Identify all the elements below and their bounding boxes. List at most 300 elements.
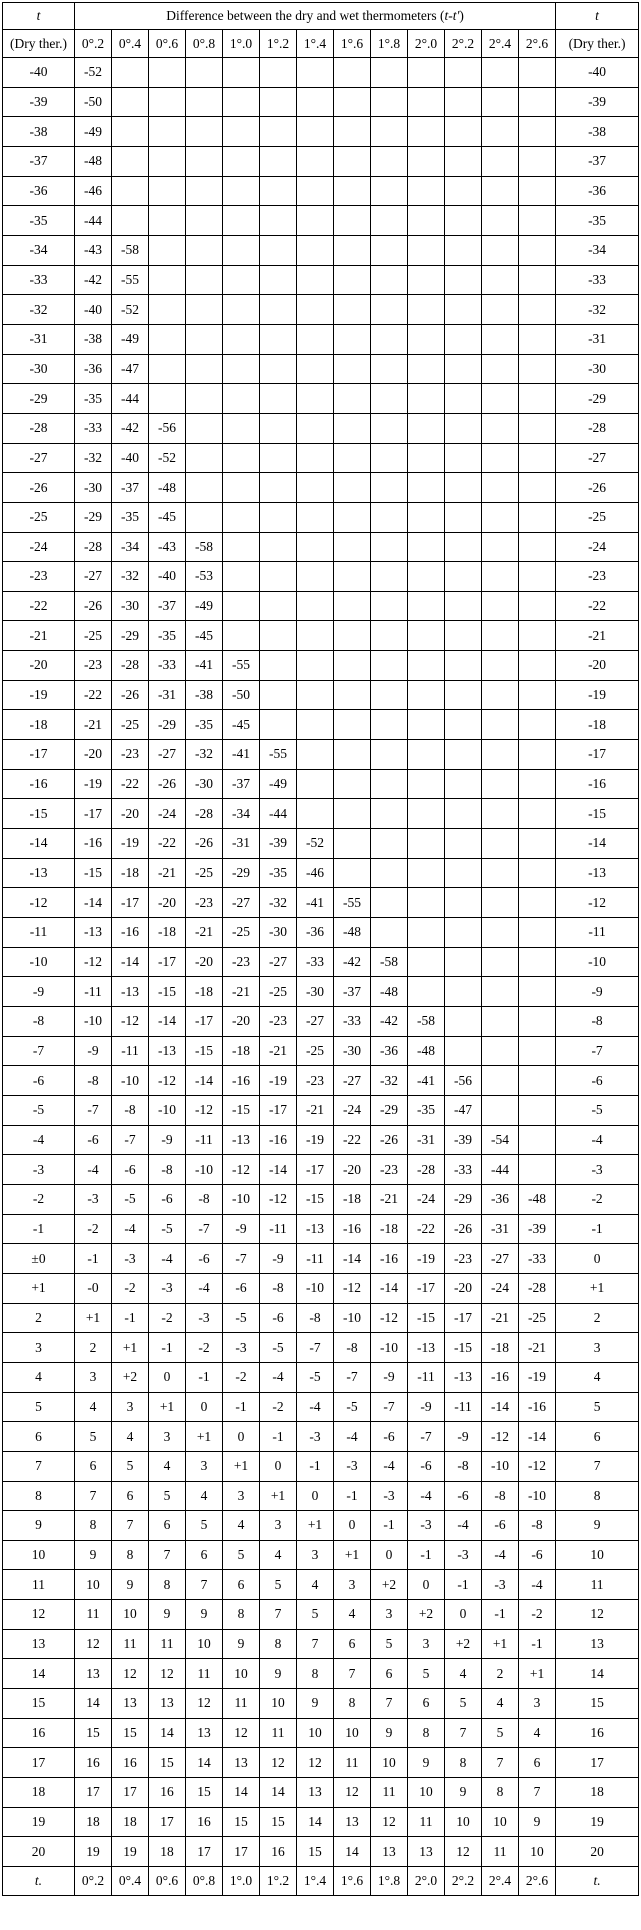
- table-cell: [519, 413, 556, 443]
- dry-temp-left: -24: [3, 532, 75, 562]
- column-header: 0°.8: [186, 30, 223, 58]
- table-cell: [297, 176, 334, 206]
- table-cell: -1: [445, 1570, 482, 1600]
- table-cell: -19: [408, 1244, 445, 1274]
- table-cell: -42: [371, 1007, 408, 1037]
- table-cell: -20: [75, 740, 112, 770]
- table-cell: 9: [75, 1540, 112, 1570]
- table-cell: [482, 384, 519, 414]
- table-cell: [112, 206, 149, 236]
- table-cell: -43: [75, 235, 112, 265]
- table-cell: +1: [334, 1540, 371, 1570]
- table-cell: -14: [260, 1155, 297, 1185]
- dry-temp-left: 17: [3, 1748, 75, 1778]
- table-row: [3, 562, 639, 592]
- table-cell: [482, 829, 519, 859]
- table-cell: [334, 146, 371, 176]
- table-cell: 0: [445, 1600, 482, 1630]
- table-cell: [297, 117, 334, 147]
- table-cell: -7: [297, 1333, 334, 1363]
- table-cell: [519, 621, 556, 651]
- table-cell: [408, 117, 445, 147]
- table-cell: 12: [297, 1748, 334, 1778]
- table-cell: -17: [408, 1273, 445, 1303]
- table-cell: -5: [149, 1214, 186, 1244]
- table-cell: [408, 591, 445, 621]
- table-cell: +2: [445, 1629, 482, 1659]
- table-cell: 13: [186, 1718, 223, 1748]
- table-cell: -9: [371, 1362, 408, 1392]
- table-cell: 7: [482, 1748, 519, 1778]
- table-cell: -4: [112, 1214, 149, 1244]
- table-cell: -23: [445, 1244, 482, 1274]
- table-cell: [519, 384, 556, 414]
- table-cell: -9: [260, 1244, 297, 1274]
- table-cell: 8: [223, 1600, 260, 1630]
- table-cell: 12: [445, 1837, 482, 1867]
- table-cell: [297, 443, 334, 473]
- table-row: [3, 1036, 639, 1066]
- dry-temp-left: 7: [3, 1451, 75, 1481]
- table-cell: [371, 769, 408, 799]
- dry-temp-right: -39: [556, 87, 639, 117]
- table-cell: 15: [149, 1748, 186, 1778]
- table-cell: [408, 799, 445, 829]
- table-cell: [223, 265, 260, 295]
- table-cell: -16: [519, 1392, 556, 1422]
- table-cell: -27: [149, 740, 186, 770]
- table-cell: +1: [112, 1333, 149, 1363]
- table-cell: [334, 858, 371, 888]
- table-cell: -3: [371, 1481, 408, 1511]
- dry-temp-left: -30: [3, 354, 75, 384]
- table-cell: 12: [186, 1689, 223, 1719]
- table-cell: 7: [445, 1718, 482, 1748]
- table-cell: [482, 1007, 519, 1037]
- table-cell: +1: [482, 1629, 519, 1659]
- footer-column-label: 2°.2: [445, 1867, 482, 1896]
- table-cell: [371, 710, 408, 740]
- table-cell: -38: [75, 324, 112, 354]
- dry-temp-left: 14: [3, 1659, 75, 1689]
- table-cell: [519, 1155, 556, 1185]
- table-cell: -17: [260, 1095, 297, 1125]
- footer-column-label: 1°.2: [260, 1867, 297, 1896]
- table-cell: -6: [112, 1155, 149, 1185]
- table-cell: +1: [519, 1659, 556, 1689]
- table-cell: 4: [482, 1689, 519, 1719]
- table-cell: 3: [112, 1392, 149, 1422]
- table-cell: 8: [482, 1778, 519, 1808]
- table-cell: [371, 146, 408, 176]
- table-cell: 4: [297, 1570, 334, 1600]
- table-cell: 0: [408, 1570, 445, 1600]
- dry-temp-right: 14: [556, 1659, 639, 1689]
- table-cell: 4: [519, 1718, 556, 1748]
- table-cell: -11: [297, 1244, 334, 1274]
- table-cell: -9: [445, 1422, 482, 1452]
- table-cell: -23: [260, 1007, 297, 1037]
- table-cell: -16: [223, 1066, 260, 1096]
- table-cell: [445, 206, 482, 236]
- table-row: [3, 710, 639, 740]
- table-cell: [260, 591, 297, 621]
- table-cell: [297, 740, 334, 770]
- table-cell: 11: [186, 1659, 223, 1689]
- table-cell: -4: [297, 1392, 334, 1422]
- table-cell: -33: [297, 947, 334, 977]
- dry-temp-left: -21: [3, 621, 75, 651]
- dry-temp-right: -6: [556, 1066, 639, 1096]
- table-cell: [445, 235, 482, 265]
- table-cell: [519, 651, 556, 681]
- dry-temp-left: -40: [3, 58, 75, 88]
- table-row: [3, 1333, 639, 1363]
- table-cell: -2: [223, 1362, 260, 1392]
- table-cell: [334, 562, 371, 592]
- table-cell: [334, 413, 371, 443]
- dry-temp-left: -10: [3, 947, 75, 977]
- table-cell: [519, 977, 556, 1007]
- table-cell: +1: [149, 1392, 186, 1422]
- table-cell: -46: [75, 176, 112, 206]
- table-row: [3, 829, 639, 859]
- table-row: [3, 591, 639, 621]
- table-cell: [519, 918, 556, 948]
- table-cell: 12: [112, 1659, 149, 1689]
- dry-temp-left: -8: [3, 1007, 75, 1037]
- dry-temp-left: -39: [3, 87, 75, 117]
- table-cell: [519, 1036, 556, 1066]
- dry-temp-right: 13: [556, 1629, 639, 1659]
- table-row: [3, 1511, 639, 1541]
- table-cell: -32: [75, 443, 112, 473]
- table-cell: [519, 324, 556, 354]
- table-cell: [445, 443, 482, 473]
- table-cell: -0: [75, 1273, 112, 1303]
- table-cell: 11: [112, 1629, 149, 1659]
- table-cell: [223, 176, 260, 206]
- table-cell: 11: [334, 1748, 371, 1778]
- dry-temp-right: -2: [556, 1184, 639, 1214]
- table-cell: 17: [75, 1778, 112, 1808]
- table-cell: [371, 87, 408, 117]
- table-cell: [297, 651, 334, 681]
- dry-temp-right: -5: [556, 1095, 639, 1125]
- table-cell: 9: [297, 1689, 334, 1719]
- table-cell: -2: [149, 1303, 186, 1333]
- table-cell: [408, 384, 445, 414]
- table-cell: -50: [223, 680, 260, 710]
- table-cell: -10: [186, 1155, 223, 1185]
- table-cell: -15: [297, 1184, 334, 1214]
- table-cell: [445, 621, 482, 651]
- table-cell: -25: [260, 977, 297, 1007]
- table-cell: -1: [297, 1451, 334, 1481]
- table-cell: -32: [260, 888, 297, 918]
- table-cell: -35: [186, 710, 223, 740]
- table-cell: [334, 651, 371, 681]
- table-cell: 4: [260, 1540, 297, 1570]
- table-cell: [482, 562, 519, 592]
- table-cell: [445, 502, 482, 532]
- table-cell: -12: [149, 1066, 186, 1096]
- dry-temp-right: 18: [556, 1778, 639, 1808]
- table-cell: -17: [75, 799, 112, 829]
- table-cell: -46: [297, 858, 334, 888]
- table-cell: 4: [186, 1481, 223, 1511]
- table-cell: -1: [408, 1540, 445, 1570]
- table-cell: 11: [482, 1837, 519, 1867]
- table-cell: 3: [260, 1511, 297, 1541]
- table-cell: 0: [371, 1540, 408, 1570]
- table-row: [3, 1481, 639, 1511]
- table-cell: -31: [223, 829, 260, 859]
- table-cell: -26: [75, 591, 112, 621]
- table-cell: 12: [223, 1718, 260, 1748]
- table-cell: [334, 829, 371, 859]
- table-cell: [297, 146, 334, 176]
- table-cell: [334, 680, 371, 710]
- table-cell: -49: [112, 324, 149, 354]
- table-cell: -35: [112, 502, 149, 532]
- dry-label-right: (Dry ther.): [556, 30, 639, 58]
- table-row: [3, 740, 639, 770]
- table-cell: [223, 206, 260, 236]
- table-cell: -20: [186, 947, 223, 977]
- table-cell: 11: [223, 1689, 260, 1719]
- table-cell: -23: [112, 740, 149, 770]
- table-cell: 7: [186, 1570, 223, 1600]
- table-cell: [186, 473, 223, 503]
- table-cell: [112, 58, 149, 88]
- table-cell: [223, 562, 260, 592]
- table-cell: [260, 413, 297, 443]
- table-cell: [297, 562, 334, 592]
- table-cell: [297, 58, 334, 88]
- table-cell: -19: [75, 769, 112, 799]
- table-cell: -23: [297, 1066, 334, 1096]
- dry-temp-right: -28: [556, 413, 639, 443]
- table-row: [3, 502, 639, 532]
- table-cell: -40: [149, 562, 186, 592]
- table-cell: -27: [297, 1007, 334, 1037]
- table-cell: [445, 799, 482, 829]
- table-cell: 13: [408, 1837, 445, 1867]
- dry-temp-left: -29: [3, 384, 75, 414]
- table-cell: 5: [297, 1600, 334, 1630]
- table-cell: -11: [445, 1392, 482, 1422]
- table-cell: -4: [482, 1540, 519, 1570]
- table-cell: [149, 87, 186, 117]
- table-row: [3, 1362, 639, 1392]
- table-cell: -14: [519, 1422, 556, 1452]
- table-cell: -20: [223, 1007, 260, 1037]
- column-header: 1°.4: [297, 30, 334, 58]
- table-cell: [334, 324, 371, 354]
- table-cell: -5: [260, 1333, 297, 1363]
- table-cell: -18: [149, 918, 186, 948]
- table-cell: -23: [186, 888, 223, 918]
- table-cell: 17: [112, 1778, 149, 1808]
- table-cell: 15: [75, 1718, 112, 1748]
- table-cell: -13: [223, 1125, 260, 1155]
- dry-temp-left: -26: [3, 473, 75, 503]
- table-cell: 15: [186, 1778, 223, 1808]
- table-cell: -1: [112, 1303, 149, 1333]
- table-cell: [482, 1036, 519, 1066]
- table-cell: [445, 977, 482, 1007]
- dry-temp-left: -35: [3, 206, 75, 236]
- table-cell: -25: [519, 1303, 556, 1333]
- table-cell: 6: [223, 1570, 260, 1600]
- table-cell: [408, 324, 445, 354]
- table-cell: [223, 324, 260, 354]
- title-close: ): [459, 8, 464, 23]
- table-cell: -27: [482, 1244, 519, 1274]
- table-cell: -49: [260, 769, 297, 799]
- table-cell: -2: [75, 1214, 112, 1244]
- table-row: [3, 58, 639, 88]
- table-row: [3, 1540, 639, 1570]
- footer-column-label: 1°.0: [223, 1867, 260, 1896]
- dry-temp-right: -15: [556, 799, 639, 829]
- table-cell: 10: [334, 1718, 371, 1748]
- column-header: 2°.2: [445, 30, 482, 58]
- table-row: [3, 1066, 639, 1096]
- table-cell: -10: [223, 1184, 260, 1214]
- table-cell: -14: [371, 1273, 408, 1303]
- footer-column-label: 2°.0: [408, 1867, 445, 1896]
- table-cell: -45: [149, 502, 186, 532]
- table-cell: [408, 354, 445, 384]
- table-cell: [223, 502, 260, 532]
- table-cell: -18: [482, 1333, 519, 1363]
- dry-temp-left: 10: [3, 1540, 75, 1570]
- table-cell: -16: [371, 1244, 408, 1274]
- table-cell: -1: [186, 1362, 223, 1392]
- table-cell: -6: [371, 1422, 408, 1452]
- table-cell: -19: [297, 1125, 334, 1155]
- table-cell: [223, 87, 260, 117]
- table-row: [3, 769, 639, 799]
- table-cell: [186, 354, 223, 384]
- table-cell: 10: [408, 1778, 445, 1808]
- table-cell: -9: [75, 1036, 112, 1066]
- footer-column-label: 1°.4: [297, 1867, 334, 1896]
- table-cell: 19: [112, 1837, 149, 1867]
- table-cell: -17: [149, 947, 186, 977]
- table-cell: +1: [223, 1451, 260, 1481]
- table-cell: -13: [112, 977, 149, 1007]
- dry-temp-left: -36: [3, 176, 75, 206]
- table-cell: [223, 354, 260, 384]
- table-cell: [371, 58, 408, 88]
- table-cell: [482, 324, 519, 354]
- table-cell: [297, 413, 334, 443]
- table-cell: [334, 502, 371, 532]
- table-cell: 6: [75, 1451, 112, 1481]
- table-cell: -55: [334, 888, 371, 918]
- table-cell: -1: [149, 1333, 186, 1363]
- dry-temp-left: 3: [3, 1333, 75, 1363]
- table-cell: -16: [112, 918, 149, 948]
- footer-column-label: 2°.4: [482, 1867, 519, 1896]
- table-cell: [408, 562, 445, 592]
- table-cell: -24: [334, 1095, 371, 1125]
- table-cell: -3: [297, 1422, 334, 1452]
- table-cell: 7: [260, 1600, 297, 1630]
- table-cell: [149, 235, 186, 265]
- table-cell: [445, 918, 482, 948]
- table-cell: -25: [223, 918, 260, 948]
- table-row: [3, 1659, 639, 1689]
- table-cell: 16: [186, 1807, 223, 1837]
- table-cell: 6: [519, 1748, 556, 1778]
- table-cell: -34: [112, 532, 149, 562]
- dry-temp-left: 20: [3, 1837, 75, 1867]
- table-cell: [371, 651, 408, 681]
- table-cell: -12: [260, 1184, 297, 1214]
- table-cell: -52: [297, 829, 334, 859]
- table-cell: 3: [519, 1689, 556, 1719]
- table-cell: -29: [112, 621, 149, 651]
- dry-temp-left: 16: [3, 1718, 75, 1748]
- table-cell: [260, 354, 297, 384]
- dry-temp-right: -11: [556, 918, 639, 948]
- table-cell: -29: [149, 710, 186, 740]
- table-cell: [445, 1036, 482, 1066]
- table-cell: +1: [297, 1511, 334, 1541]
- dry-temp-left: -1: [3, 1214, 75, 1244]
- table-row: [3, 532, 639, 562]
- table-cell: -10: [149, 1095, 186, 1125]
- dry-temp-right: -3: [556, 1155, 639, 1185]
- table-cell: -29: [223, 858, 260, 888]
- table-row: [3, 354, 639, 384]
- table-cell: [371, 206, 408, 236]
- dry-temp-left: -9: [3, 977, 75, 1007]
- table-row: [3, 1273, 639, 1303]
- table-cell: -44: [112, 384, 149, 414]
- table-cell: -22: [149, 829, 186, 859]
- table-cell: -58: [112, 235, 149, 265]
- table-cell: [445, 680, 482, 710]
- dry-temp-right: -16: [556, 769, 639, 799]
- table-cell: -18: [112, 858, 149, 888]
- table-cell: 5: [112, 1451, 149, 1481]
- table-cell: -8: [519, 1511, 556, 1541]
- table-cell: -25: [297, 1036, 334, 1066]
- table-cell: -3: [149, 1273, 186, 1303]
- table-cell: [371, 384, 408, 414]
- table-cell: [223, 621, 260, 651]
- table-cell: [519, 829, 556, 859]
- table-cell: 0: [334, 1511, 371, 1541]
- table-cell: [482, 621, 519, 651]
- dry-temp-left: 4: [3, 1362, 75, 1392]
- dry-temp-right: 10: [556, 1540, 639, 1570]
- table-cell: -48: [334, 918, 371, 948]
- table-cell: -8: [149, 1155, 186, 1185]
- table-cell: 13: [371, 1837, 408, 1867]
- table-cell: [482, 977, 519, 1007]
- dry-temp-left: 15: [3, 1689, 75, 1719]
- table-cell: -16: [260, 1125, 297, 1155]
- table-cell: [297, 710, 334, 740]
- table-cell: [297, 354, 334, 384]
- table-cell: [297, 591, 334, 621]
